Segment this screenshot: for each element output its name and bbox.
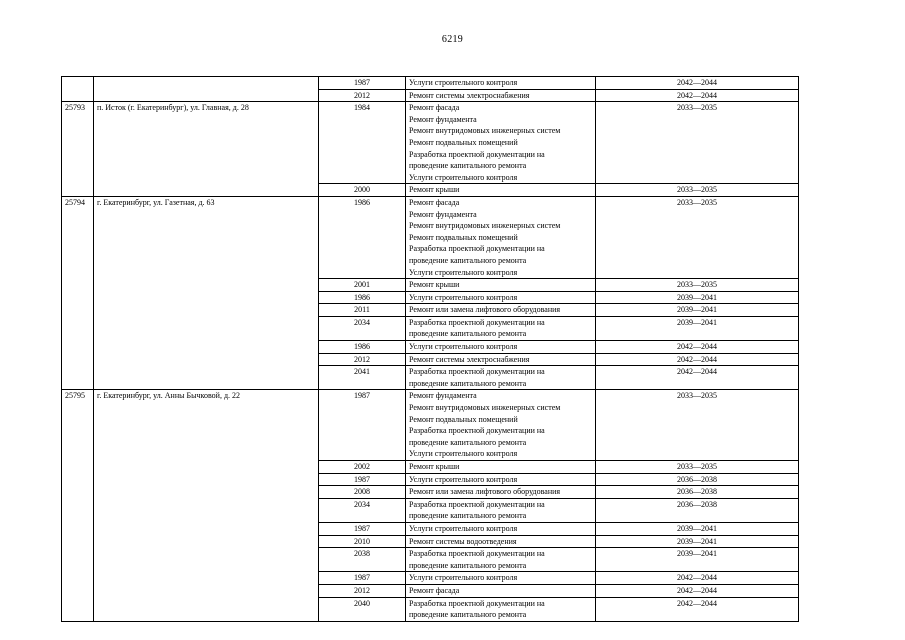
work-type-line: Ремонт внутридомовых инженерных систем — [409, 126, 561, 136]
work-type-cell — [406, 473, 596, 486]
work-type-cell — [406, 196, 596, 278]
work-type-cell — [406, 461, 596, 474]
work-type-line: Ремонт фасада — [409, 585, 460, 595]
building-id-cell — [62, 77, 94, 102]
work-type-cell — [406, 102, 596, 184]
year-cell: 2012 — [319, 584, 406, 597]
work-type-cell — [406, 597, 596, 621]
address-cell: п. Исток (г. Екатеринбург), ул. Главная, д. 28 — [94, 102, 319, 197]
planned-period-cell: 2033—2035 — [596, 184, 799, 197]
work-type-line: Услуги строительного контроля — [409, 342, 518, 352]
work-type-line: Услуги строительного контроля — [409, 523, 518, 533]
work-type-cell — [406, 279, 596, 292]
work-type-line: Услуги строительного контроля — [409, 292, 518, 302]
year-cell: 2012 — [319, 89, 406, 102]
planned-period-cell: 2039—2041 — [596, 316, 799, 340]
work-type-line: Разработка проектной документации на — [409, 426, 545, 436]
work-type-line: Ремонт или замена лифтового оборудования — [409, 487, 561, 497]
work-type-line: Услуги строительного контроля — [409, 474, 518, 484]
work-type-line: Услуги строительного контроля — [409, 78, 518, 87]
year-cell: 2010 — [319, 535, 406, 548]
planned-period-cell: 2042—2044 — [596, 572, 799, 585]
year-cell: 2011 — [319, 304, 406, 317]
work-type-line: Ремонт крыши — [409, 280, 460, 290]
planned-period-cell: 2036—2038 — [596, 473, 799, 486]
planned-period-cell: 2033—2035 — [596, 461, 799, 474]
work-type-line: Ремонт системы электроснабжения — [409, 90, 530, 100]
work-type-cell — [406, 548, 596, 572]
table-body — [62, 77, 799, 622]
year-cell: 1987 — [319, 473, 406, 486]
work-type-cell — [406, 77, 596, 90]
planned-period-cell: 2042—2044 — [596, 353, 799, 366]
work-type-cell — [406, 341, 596, 354]
year-cell: 2038 — [319, 548, 406, 572]
year-cell: 1986 — [319, 341, 406, 354]
work-type-cell — [406, 584, 596, 597]
work-type-cell — [406, 498, 596, 522]
work-type-line: Разработка проектной документации на — [409, 367, 545, 377]
year-cell: 2041 — [319, 366, 406, 390]
work-type-line: Разработка проектной документации на — [409, 598, 545, 608]
work-type-line: Ремонт или замена лифтового оборудования — [409, 305, 561, 315]
planned-period-cell: 2033—2035 — [596, 279, 799, 292]
work-type-line: проведение капитального ремонта — [409, 437, 527, 447]
work-type-line: Ремонт фундамента — [409, 114, 477, 124]
work-type-line: Ремонт внутридомовых инженерных систем — [409, 221, 561, 231]
work-type-cell — [406, 366, 596, 390]
year-cell: 1984 — [319, 102, 406, 184]
work-type-line: Ремонт фундамента — [409, 391, 477, 401]
work-type-cell — [406, 353, 596, 366]
building-id-cell: 25795 — [62, 390, 94, 621]
work-type-line: Ремонт подвальных помещений — [409, 232, 518, 242]
planned-period-cell: 2042—2044 — [596, 89, 799, 102]
work-type-cell — [406, 316, 596, 340]
work-type-cell — [406, 89, 596, 102]
year-cell: 2012 — [319, 353, 406, 366]
work-type-line: Ремонт крыши — [409, 185, 460, 195]
work-type-line: Услуги строительного контроля — [409, 267, 518, 277]
planned-period-cell: 2039—2041 — [596, 291, 799, 304]
planned-period-cell: 2042—2044 — [596, 597, 799, 621]
repair-schedule-table — [61, 76, 799, 622]
year-cell: 2040 — [319, 597, 406, 621]
year-cell: 1987 — [319, 390, 406, 461]
year-cell: 1986 — [319, 291, 406, 304]
year-cell: 2001 — [319, 279, 406, 292]
work-type-line: Разработка проектной документации на — [409, 499, 545, 509]
year-cell: 2002 — [319, 461, 406, 474]
work-type-line: проведение капитального ремонта — [409, 610, 527, 620]
work-type-line: Ремонт фундамента — [409, 209, 477, 219]
planned-period-cell: 2033—2035 — [596, 196, 799, 278]
year-cell: 2000 — [319, 184, 406, 197]
year-cell: 1987 — [319, 77, 406, 90]
work-type-cell — [406, 304, 596, 317]
address-cell: г. Екатеринбург, ул. Газетная, д. 63 — [94, 196, 319, 390]
work-type-cell — [406, 572, 596, 585]
work-type-line: Ремонт системы водоотведения — [409, 536, 517, 546]
planned-period-cell: 2033—2035 — [596, 102, 799, 184]
work-type-line: Услуги строительного контроля — [409, 573, 518, 583]
work-type-line: проведение капитального ремонта — [409, 329, 527, 339]
page-number: 6219 — [441, 34, 464, 45]
table-row — [62, 196, 799, 278]
address-cell — [94, 77, 319, 102]
planned-period-cell: 2036—2038 — [596, 486, 799, 499]
planned-period-cell: 2039—2041 — [596, 548, 799, 572]
year-cell: 2034 — [319, 316, 406, 340]
year-cell: 2008 — [319, 486, 406, 499]
work-type-line: Разработка проектной документации на — [409, 549, 545, 559]
work-type-line: проведение капитального ремонта — [409, 161, 527, 171]
work-type-cell — [406, 390, 596, 461]
year-cell: 2034 — [319, 498, 406, 522]
table-row — [62, 390, 799, 461]
work-type-line: Разработка проектной документации на — [409, 244, 545, 254]
work-type-line: Ремонт крыши — [409, 462, 460, 471]
planned-period-cell: 2042—2044 — [596, 77, 799, 90]
work-type-cell — [406, 522, 596, 535]
work-type-cell — [406, 486, 596, 499]
work-type-line: Ремонт системы электроснабжения — [409, 354, 530, 364]
work-type-line: Услуги строительного контроля — [409, 172, 518, 182]
work-type-line: Услуги строительного контроля — [409, 449, 518, 459]
work-type-line: Ремонт внутридомовых инженерных систем — [409, 403, 561, 413]
work-type-cell — [406, 291, 596, 304]
planned-period-cell: 2042—2044 — [596, 584, 799, 597]
work-type-line: проведение капитального ремонта — [409, 511, 527, 521]
planned-period-cell: 2036—2038 — [596, 498, 799, 522]
work-type-cell — [406, 535, 596, 548]
work-type-line: Разработка проектной документации на — [409, 149, 545, 159]
work-type-line: проведение капитального ремонта — [409, 560, 527, 570]
address-cell: г. Екатеринбург, ул. Анны Бычковой, д. 22 — [94, 390, 319, 621]
year-cell: 1986 — [319, 196, 406, 278]
planned-period-cell: 2039—2041 — [596, 522, 799, 535]
planned-period-cell: 2039—2041 — [596, 304, 799, 317]
building-id-cell: 25793 — [62, 102, 94, 197]
planned-period-cell: 2039—2041 — [596, 535, 799, 548]
planned-period-cell: 2033—2035 — [596, 390, 799, 461]
table-row — [62, 77, 799, 90]
work-type-line: Ремонт фасада — [409, 197, 460, 207]
work-type-cell — [406, 184, 596, 197]
planned-period-cell: 2042—2044 — [596, 366, 799, 390]
work-type-line: Ремонт подвальных помещений — [409, 137, 518, 147]
work-type-line: Ремонт фасада — [409, 103, 460, 113]
table-row — [62, 102, 799, 184]
year-cell: 1987 — [319, 572, 406, 585]
work-type-line: Разработка проектной документации на — [409, 317, 545, 327]
work-type-line: проведение капитального ремонта — [409, 255, 527, 265]
planned-period-cell: 2042—2044 — [596, 341, 799, 354]
year-cell: 1987 — [319, 522, 406, 535]
work-type-line: проведение капитального ремонта — [409, 378, 527, 388]
work-type-line: Ремонт подвальных помещений — [409, 414, 518, 424]
building-id-cell: 25794 — [62, 196, 94, 390]
